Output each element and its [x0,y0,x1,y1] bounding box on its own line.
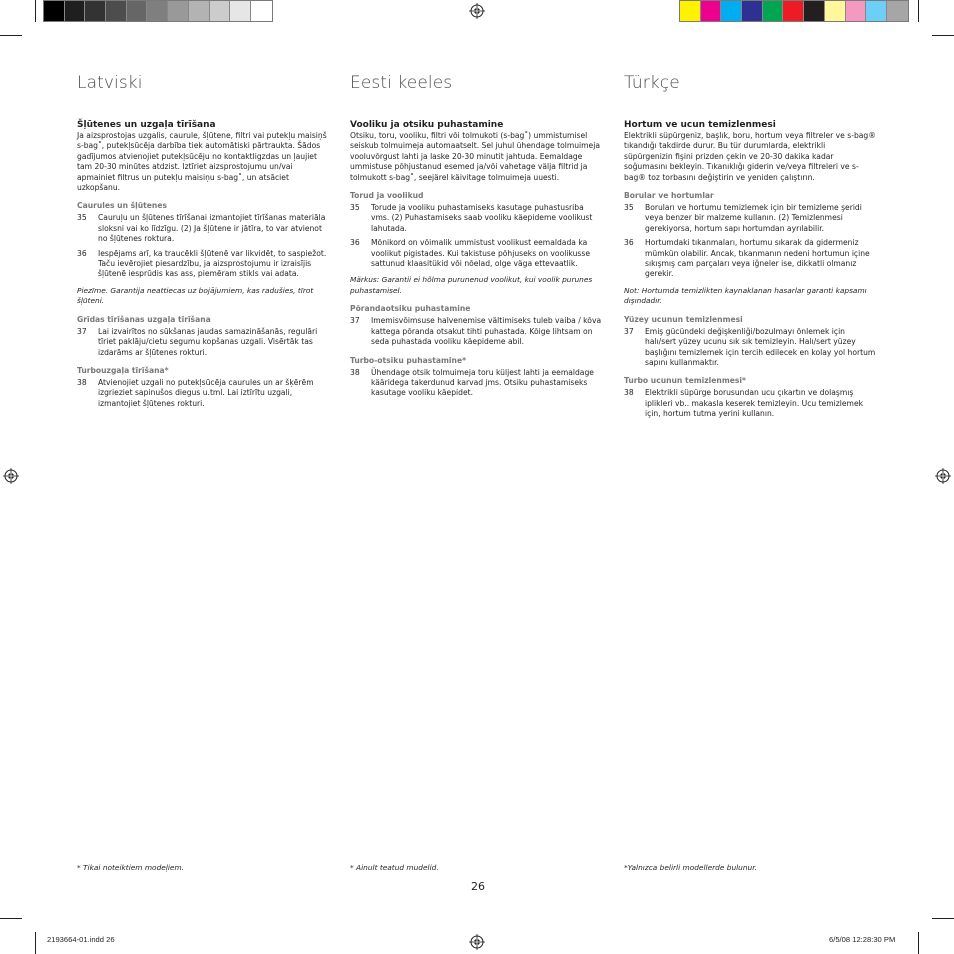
column-latvian [77,72,329,413]
language-heading: Türkçe [624,73,680,93]
step-text: Imemisvõimsuse halvenemise vältimiseks tuleb vaiba / kõva kattega põranda otsakut tihti puhastada. Kõige lihtsam on seda puhastada vooliku käepideme abil. [371,316,602,347]
numbered-step [624,238,876,280]
section-title: Šļūtenes un uzgaļa tīrīšana [77,120,216,130]
color-swatch [721,1,742,21]
registration-mark-icon [935,468,951,484]
footnote-estonian: * Ainult teatud mudelid. [350,863,439,872]
color-swatch [887,1,908,21]
column-estonian [350,72,602,403]
color-swatch [742,1,763,21]
step-text: Lai izvairītos no sūkšanas jaudas samazināšanās, regulāri tīriet paklāju/cietu segumu kopšanas uzgali. Visērtāk tas izdarāms ar šļūtenes rokturi. [98,326,318,357]
numbered-step [350,238,602,269]
subsection-heading: Yüzey ucunun temizlenmesi [624,314,743,324]
subsection-heading: Grīdas tīrīšanas uzgaļa tīrīšana [77,314,211,324]
step-number: 35 [77,213,87,223]
intro-paragraph: Elektrikli süpürgeniz, başlık, boru, hortum veya filtreler ve s-bag® tıkandığı takdirde durur. Bu tür durumlarda, elektrikli süpürgenizin fişini prizden çekin ve 20-30 dakika kadar soğumasını bekleyin. Tıkanıklığı giderin ve/veya filtreleri ve s-bag® toz torbasını değiştirin ve yeniden çalıştırın. [624,131,876,182]
step-text: Iespējams arī, ka traucēkli šļūtenē var likvidēt, to saspiežot. Taču ievērojiet piesardzību, ja aizsprostojumu ir izraisījis šļūtenē iesprūdis kas ass, piemēram stikls vai adata. [98,248,327,279]
step-number: 35 [350,203,360,213]
crop-mark [35,932,36,954]
step-number: 37 [624,326,634,336]
process-color-bar [679,0,909,22]
color-swatch [168,1,189,21]
warranty-note: Märkus: Garantii ei hõlma purunenud voolikut, kui voolik purunes puhastamisel. [350,275,593,295]
registration-mark-icon [469,934,485,950]
step-number: 37 [350,316,360,326]
slug-date: 6/5/08 12:28:30 PM [829,935,896,944]
color-swatch [866,1,887,21]
footnote-turkish: *Yalnızca belirli modellerde bulunur. [624,863,757,872]
numbered-step [350,316,602,347]
numbered-step [624,327,876,369]
numbered-step [77,378,329,409]
color-swatch [210,1,231,21]
step-number: 36 [624,238,634,248]
numbered-step [350,368,602,399]
crop-mark [918,0,919,22]
crop-mark [932,918,954,919]
subsection-heading: Borular ve hortumlar [624,191,714,201]
color-swatch [251,1,272,21]
numbered-step [350,203,602,234]
numbered-step [77,327,329,358]
step-number: 37 [77,326,87,336]
color-swatch [783,1,804,21]
column-turkish [624,72,876,424]
step-text: Hortumdaki tıkanmaları, hortumu sıkarak da gidermeniz mümkün olabilir. Ancak, tıkanmanın nedeni hortumun içine sıkışmış cam parçaları veya iğneler ise, dikkatli olmanız gerekir. [645,238,870,279]
color-swatch [147,1,168,21]
color-swatch [846,1,867,21]
color-swatch [189,1,210,21]
warranty-note: Not: Hortumda temizlikten kaynaklanan hasarlar garanti kapsamı dışındadır. [624,285,867,306]
step-text: Atvienojiet uzgali no putekļsūcēja caurules un ar šķērēm izgrieziet sapinušos diegus u.tml. Lai iztīrītu uzgali, izmantojiet šļūtenes rokturi. [98,377,314,408]
intro-paragraph: Otsiku, toru, vooliku, filtri või tolmukoti (s-bag˚) ummistumisel seiskub tolmuimeja automaatselt. Sel juhul ühendage tolmuimeja vooluvõrgust lahti ja laske 20-30 minutit jahtuda. Eemaldage ummistuse põhjustanud esemed ja/või vahetage välja filtrid ja tolmukott s-bag˚, seejärel käivitage tolmuimeja uuesti. [350,131,600,182]
step-number: 38 [77,377,87,387]
crop-mark [932,35,954,36]
color-swatch [230,1,251,21]
step-number: 35 [624,203,634,213]
language-heading: Latviski [77,73,143,93]
slug-file-info: 2193664-01.indd 26 [47,935,115,944]
step-number: 36 [77,248,87,258]
registration-mark-icon [469,3,485,19]
color-swatch [44,1,65,21]
color-swatch [85,1,106,21]
crop-mark [35,0,36,22]
step-text: Mõnikord on võimalik ummistust voolikust eemaldada ka voolikut pigistades. Kui takistuse põhjuseks on voolikusse sattunud klaasitükid või nõelad, olge väga ettevaatlik. [371,238,590,269]
numbered-step [624,388,876,419]
color-swatch [106,1,127,21]
subsection-heading: Caurules un šļūtenes [77,201,168,211]
section-title: Hortum ve ucun temizlenmesi [624,120,776,130]
registration-mark-icon [3,468,19,484]
page-number: 26 [471,880,485,893]
numbered-step [77,213,329,244]
subsection-heading: Torud ja voolikud [350,191,424,201]
intro-paragraph: Ja aizsprostojas uzgalis, caurule, šļūtene, filtri vai putekļu maisiņš s-bag˚, putekļsūcēja darbība tiek automātiski pārtraukta. Šādos gadījumos atvienojiet putekļsūcēju no kontaktligzdas un ļaujiet tam 20-30 minūtes atdzist. Iztīriet aizsprostojumu un/vai apmainiet filtrus un putekļu maisiņu s-bag˚, un atsāciet uzkopšanu. [77,131,327,193]
subsection-heading: Turbouzgaļa tīrīšana* [77,365,169,375]
numbered-step [77,249,329,280]
gray-color-bar [43,0,273,22]
step-number: 38 [624,388,634,398]
numbered-step [624,203,876,234]
crop-mark [918,932,919,954]
subsection-heading: Turbo ucunun temizlenmesi* [624,376,746,386]
language-heading: Eesti keeles [350,73,453,93]
color-swatch [763,1,784,21]
section-title: Vooliku ja otsiku puhastamine [350,120,504,130]
footnote-latvian: * Tikai noteiktiem modeļiem. [77,863,185,872]
warranty-note: Piezīme. Garantija neattiecas uz bojājumiem, kas radušies, tīrot šļūteni. [77,285,314,306]
step-number: 38 [350,367,360,377]
step-text: Elektrikli süpürge borusundan ucu çıkartın ve dolaşmış iplikleri vb.. makasla keserek temizleyin. Ucu temizlemek için, hortum tutma yerini kullanın. [645,388,864,419]
crop-mark [0,35,22,36]
color-swatch [65,1,86,21]
color-swatch [680,1,701,21]
crop-mark [0,918,22,919]
step-text: Boruları ve hortumu temizlemek için bir temizleme şeridi veya benzer bir malzeme kullanın. (2) Temizlenmesi gerekiyorsa, hortum sapı hortumdan ayrılabilir. [645,203,862,233]
color-swatch [701,1,722,21]
color-swatch [825,1,846,21]
step-text: Cauruļu un šļūtenes tīrīšanai izmantojiet tīrīšanas materiāla sloksni vai ko līdzīgu. (2) Ja šļūtene ir jātīra, to var atvienot no šļūtenes roktura. [98,213,326,244]
step-text: Emiş gücündeki değişkenliği/bozulmayı önlemek için halı/sert yüzey ucunu sık sık temizleyin. Halı/sert yüzey başlığını temizlemek için tercih edilecek en kolay yol hortum sapını kullanmaktır. [645,326,876,367]
step-text: Torude ja vooliku puhastamiseks kasutage puhastusriba vms. (2) Puhastamiseks saab vooliku käepideme voolikust lahutada. [371,203,593,233]
step-number: 36 [350,238,360,248]
subsection-heading: Turbo-otsiku puhastamine* [350,355,467,365]
color-swatch [127,1,148,21]
color-swatch [804,1,825,21]
subsection-heading: Põrandaotsiku puhastamine [350,304,471,314]
step-text: Ühendage otsik tolmuimeja toru küljest lahti ja eemaldage kääridega takerdunud karvad jms. Otsiku puhastamiseks kasutage vooliku käepidet. [371,367,594,398]
